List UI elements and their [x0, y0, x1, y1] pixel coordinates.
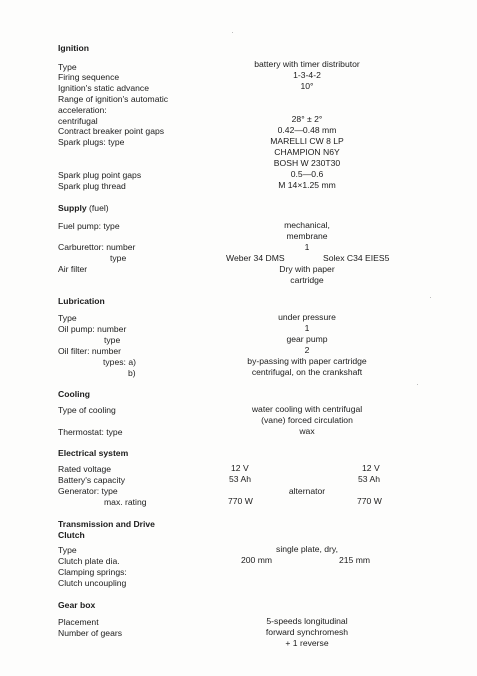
clutch-type-value: single plate, dry, [276, 544, 338, 554]
rated-voltage-label: Rated voltage [58, 464, 112, 474]
max-rating-label: max. rating [104, 497, 147, 507]
thermostat-type-value: wax [299, 426, 315, 436]
carburettor-solex: Solex C34 EIES5 [323, 253, 390, 263]
lubrication-type-value: under pressure [278, 312, 336, 322]
clutch-plate-dia-value-right: 215 mm [339, 555, 371, 565]
lubrication-heading: Lubrication [58, 296, 105, 306]
clutch-plate-dia-label: Clutch plate dia. [58, 556, 120, 566]
max-rating-value-right: 770 W [357, 496, 382, 506]
oil-pump-number-label: Oil pump: number [58, 324, 127, 334]
generator-type-value: alternator [288, 486, 326, 496]
oil-pump-type-value: gear pump [286, 334, 328, 344]
clutch-uncoupling-label: Clutch uncoupling [58, 578, 127, 588]
plug-thread-label: Spark plug thread [58, 181, 126, 191]
paper-speck [430, 297, 431, 298]
placement-value: 5-speeds longitudinal [266, 616, 348, 626]
air-filter-label: Air filter [58, 264, 88, 274]
clutch-plate-dia-value-left: 200 mm [241, 555, 273, 565]
plug-gaps-label: Spark plug point gaps [58, 170, 142, 180]
battery-capacity-value-left: 53 Ah [229, 474, 251, 484]
spark-plug-champion: CHAMPION N6Y [274, 147, 340, 157]
ignition-type-value: battery with timer distributor [254, 59, 360, 69]
breaker-gaps-value: 0.42—0.48 mm [277, 125, 337, 135]
oil-pump-type-label: type [104, 335, 121, 345]
clutch-heading: Clutch [58, 530, 85, 540]
carburettor-number-value: 1 [304, 242, 310, 252]
cooling-type-value-2: (vane) forced circulation [261, 415, 353, 425]
spark-plugs-type-label: Spark plugs: type [58, 137, 125, 147]
paper-speck [232, 32, 233, 33]
static-advance-value: 10° [300, 81, 314, 91]
carburettor-number-label: Carburettor: number [58, 242, 136, 252]
rated-voltage-value-right: 12 V [362, 463, 380, 473]
max-rating-value-left: 770 W [228, 496, 253, 506]
fuel-pump-type-label: Fuel pump: type [58, 221, 120, 231]
battery-capacity-value-right: 53 Ah [358, 474, 380, 484]
static-advance-label: Ignition's static advance [58, 83, 149, 93]
oil-filter-types-a-label: types: a) [103, 357, 136, 367]
gears-value: forward synchromesh [265, 627, 349, 637]
firing-sequence-label: Firing sequence [58, 72, 120, 82]
air-filter-value: Dry with paper [279, 264, 335, 274]
oil-filter-types-b-label: b) [128, 368, 136, 378]
oil-pump-number-value: 1 [304, 323, 310, 333]
oil-filter-number-value: 2 [304, 345, 310, 355]
centrifugal-label: centrifugal [58, 116, 98, 126]
plug-gaps-value: 0.5—0.6 [290, 169, 324, 179]
transmission-heading: Transmission and Drive [58, 519, 155, 529]
electrical-heading: Electrical system [58, 448, 129, 458]
fuel-pump-type-value: mechanical, [284, 220, 330, 230]
air-filter-value-2: cartridge [290, 275, 324, 285]
generator-type-label: Generator: type [58, 486, 118, 496]
ignition-type-label: Type [58, 62, 77, 72]
supply-heading: Supply (fuel) [58, 203, 109, 213]
plug-thread-value: M 14×1.25 mm [278, 180, 336, 190]
cooling-heading: Cooling [58, 389, 90, 399]
breaker-gaps-label: Contract breaker point gaps [58, 126, 165, 136]
fuel-pump-type-value-2: membrane [286, 231, 328, 241]
gearbox-heading: Gear box [58, 600, 96, 610]
thermostat-type-label: Thermostat: type [58, 427, 123, 437]
acceleration-label: acceleration: [58, 105, 107, 115]
firing-sequence-value: 1-3-4-2 [293, 70, 321, 80]
gears-value-2: + 1 reverse [285, 638, 329, 648]
clamping-springs-label: Clamping springs: [58, 567, 127, 577]
lubrication-type-label: Type [58, 313, 77, 323]
cooling-type-label: Type of cooling [58, 405, 116, 415]
oil-filter-type-a-value: by-passing with paper cartridge [247, 356, 367, 366]
placement-label: Placement [58, 617, 99, 627]
oil-filter-number-label: Oil filter: number [58, 346, 122, 356]
cooling-type-value: water cooling with centrifugal [251, 404, 363, 414]
centrifugal-value: 28° ± 2° [291, 114, 323, 124]
spark-plug-bosh: BOSH W 230T30 [273, 158, 341, 168]
paper-speck [417, 384, 418, 385]
number-of-gears-label: Number of gears [58, 628, 123, 638]
spark-plug-marelli: MARELLI CW 8 LP [270, 136, 344, 146]
carburettor-weber: Weber 34 DMS [226, 253, 285, 263]
rated-voltage-value-left: 12 V [231, 463, 249, 473]
carburettor-type-label: type [110, 253, 127, 263]
battery-capacity-label: Battery's capacity [58, 475, 126, 485]
clutch-type-label: Type [58, 545, 77, 555]
oil-filter-type-b-value: centrifugal, on the crankshaft [251, 367, 363, 377]
ignition-heading: Ignition [58, 43, 90, 53]
automatic-range-label: Range of ignition's automatic [58, 94, 169, 104]
